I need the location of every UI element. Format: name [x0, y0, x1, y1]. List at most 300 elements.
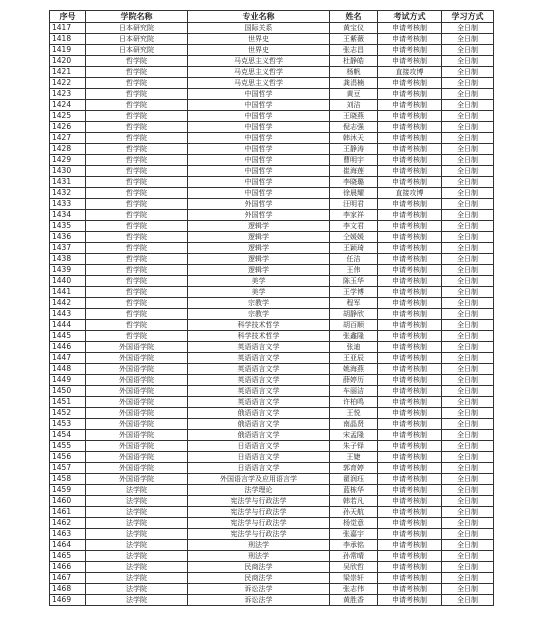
cell-exam-method: 申请考核制 — [378, 595, 442, 606]
table-row — [50, 551, 494, 562]
cell-study-mode: 全日制 — [442, 67, 494, 78]
cell-study-mode: 全日制 — [442, 298, 494, 309]
cell-exam-method: 申请考核制 — [378, 276, 442, 287]
cell-name: 蓝栋华 — [330, 485, 378, 496]
cell-serial: 1456 — [50, 452, 86, 463]
cell-exam-method: 申请考核制 — [378, 364, 442, 375]
cell-college: 哲学院 — [86, 199, 188, 210]
table-row — [50, 254, 494, 265]
cell-serial: 1454 — [50, 430, 86, 441]
cell-serial: 1455 — [50, 441, 86, 452]
cell-study-mode: 全日制 — [442, 188, 494, 199]
cell-exam-method: 申请考核制 — [378, 375, 442, 386]
cell-major: 日语语言文学 — [188, 463, 330, 474]
cell-exam-method: 申请考核制 — [378, 331, 442, 342]
cell-major: 法学理论 — [188, 485, 330, 496]
cell-study-mode: 全日制 — [442, 155, 494, 166]
cell-exam-method: 申请考核制 — [378, 232, 442, 243]
header-exam-method: 考试方式 — [378, 11, 442, 23]
cell-exam-method: 申请考核制 — [378, 342, 442, 353]
admission-list-table — [49, 10, 494, 606]
table-row — [50, 430, 494, 441]
cell-exam-method: 申请考核制 — [378, 199, 442, 210]
table-row — [50, 562, 494, 573]
cell-college: 哲学院 — [86, 243, 188, 254]
table-row — [50, 276, 494, 287]
cell-study-mode: 全日制 — [442, 474, 494, 485]
cell-name: 薛婷历 — [330, 375, 378, 386]
cell-study-mode: 全日制 — [442, 265, 494, 276]
cell-college: 外国语学院 — [86, 430, 188, 441]
table-row — [50, 122, 494, 133]
cell-college: 法学院 — [86, 529, 188, 540]
cell-exam-method: 申请考核制 — [378, 441, 442, 452]
table-row — [50, 441, 494, 452]
table-row — [50, 419, 494, 430]
cell-major: 诉讼法学 — [188, 595, 330, 606]
cell-name: 曹明宇 — [330, 155, 378, 166]
cell-study-mode: 全日制 — [442, 100, 494, 111]
cell-major: 宗教学 — [188, 298, 330, 309]
cell-college: 外国语学院 — [86, 353, 188, 364]
cell-study-mode: 全日制 — [442, 320, 494, 331]
table-row — [50, 540, 494, 551]
cell-study-mode: 全日制 — [442, 540, 494, 551]
cell-exam-method: 申请考核制 — [378, 496, 442, 507]
cell-name: 孙常晴 — [330, 551, 378, 562]
table-row — [50, 397, 494, 408]
cell-serial: 1418 — [50, 34, 86, 45]
cell-major: 中国哲学 — [188, 155, 330, 166]
cell-exam-method: 申请考核制 — [378, 551, 442, 562]
cell-exam-method: 申请考核制 — [378, 584, 442, 595]
cell-college: 外国语学院 — [86, 375, 188, 386]
cell-exam-method: 申请考核制 — [378, 23, 442, 34]
table-row — [50, 353, 494, 364]
cell-name: 张迪 — [330, 342, 378, 353]
cell-study-mode: 全日制 — [442, 342, 494, 353]
cell-major: 英语语言文学 — [188, 364, 330, 375]
cell-major: 宪法学与行政法学 — [188, 496, 330, 507]
cell-serial: 1451 — [50, 397, 86, 408]
cell-major: 刑法学 — [188, 551, 330, 562]
cell-serial: 1448 — [50, 364, 86, 375]
cell-major: 日语语言文学 — [188, 441, 330, 452]
table-row — [50, 133, 494, 144]
table-row — [50, 188, 494, 199]
cell-name: 宋孟隆 — [330, 430, 378, 441]
cell-college: 日本研究院 — [86, 45, 188, 56]
cell-major: 英语语言文学 — [188, 353, 330, 364]
cell-study-mode: 全日制 — [442, 485, 494, 496]
cell-college: 外国语学院 — [86, 386, 188, 397]
cell-name: 杜静皓 — [330, 56, 378, 67]
cell-college: 哲学院 — [86, 276, 188, 287]
cell-name: 南晶贤 — [330, 419, 378, 430]
cell-study-mode: 全日制 — [442, 551, 494, 562]
cell-major: 国际关系 — [188, 23, 330, 34]
cell-major: 宪法学与行政法学 — [188, 518, 330, 529]
cell-major: 逻辑学 — [188, 254, 330, 265]
cell-exam-method: 申请考核制 — [378, 309, 442, 320]
cell-serial: 1417 — [50, 23, 86, 34]
table-row — [50, 232, 494, 243]
table-row — [50, 298, 494, 309]
table-row — [50, 221, 494, 232]
cell-college: 哲学院 — [86, 100, 188, 111]
table-row — [50, 507, 494, 518]
cell-serial: 1427 — [50, 133, 86, 144]
cell-college: 法学院 — [86, 485, 188, 496]
cell-exam-method: 申请考核制 — [378, 111, 442, 122]
cell-name: 王紫薇 — [330, 34, 378, 45]
cell-serial: 1433 — [50, 199, 86, 210]
cell-serial: 1421 — [50, 67, 86, 78]
cell-serial: 1419 — [50, 45, 86, 56]
cell-major: 马克思主义哲学 — [188, 56, 330, 67]
cell-college: 法学院 — [86, 507, 188, 518]
cell-major: 英语语言文学 — [188, 342, 330, 353]
cell-serial: 1459 — [50, 485, 86, 496]
cell-serial: 1465 — [50, 551, 86, 562]
cell-exam-method: 申请考核制 — [378, 122, 442, 133]
cell-exam-method: 申请考核制 — [378, 463, 442, 474]
cell-exam-method: 申请考核制 — [378, 298, 442, 309]
cell-study-mode: 全日制 — [442, 397, 494, 408]
cell-major: 宗教学 — [188, 309, 330, 320]
cell-exam-method: 直接攻博 — [378, 188, 442, 199]
cell-name: 韩若凡 — [330, 496, 378, 507]
cell-name: 王伟 — [330, 265, 378, 276]
cell-serial: 1439 — [50, 265, 86, 276]
cell-college: 哲学院 — [86, 111, 188, 122]
table-row — [50, 155, 494, 166]
cell-major: 宪法学与行政法学 — [188, 507, 330, 518]
cell-serial: 1442 — [50, 298, 86, 309]
cell-college: 哲学院 — [86, 155, 188, 166]
cell-major: 中国哲学 — [188, 122, 330, 133]
table-row — [50, 452, 494, 463]
cell-serial: 1420 — [50, 56, 86, 67]
cell-exam-method: 申请考核制 — [378, 45, 442, 56]
cell-major: 逻辑学 — [188, 265, 330, 276]
cell-study-mode: 全日制 — [442, 34, 494, 45]
cell-college: 哲学院 — [86, 287, 188, 298]
cell-serial: 1441 — [50, 287, 86, 298]
cell-college: 哲学院 — [86, 298, 188, 309]
cell-exam-method: 申请考核制 — [378, 100, 442, 111]
table-row — [50, 111, 494, 122]
cell-college: 哲学院 — [86, 232, 188, 243]
cell-major: 刑法学 — [188, 540, 330, 551]
table-row — [50, 375, 494, 386]
cell-name: 孙天航 — [330, 507, 378, 518]
cell-study-mode: 全日制 — [442, 430, 494, 441]
cell-exam-method: 申请考核制 — [378, 133, 442, 144]
cell-college: 哲学院 — [86, 144, 188, 155]
table-row — [50, 177, 494, 188]
cell-college: 法学院 — [86, 518, 188, 529]
cell-major: 科学技术哲学 — [188, 331, 330, 342]
cell-name: 王婕 — [330, 452, 378, 463]
cell-name: 许柏鸣 — [330, 397, 378, 408]
cell-college: 外国语学院 — [86, 364, 188, 375]
cell-serial: 1430 — [50, 166, 86, 177]
cell-serial: 1469 — [50, 595, 86, 606]
cell-study-mode: 全日制 — [442, 463, 494, 474]
cell-college: 法学院 — [86, 496, 188, 507]
cell-college: 法学院 — [86, 595, 188, 606]
cell-name: 车丽洁 — [330, 386, 378, 397]
cell-name: 黄胜香 — [330, 595, 378, 606]
table-row — [50, 67, 494, 78]
header-study-mode: 学习方式 — [442, 11, 494, 23]
cell-name: 徐晨耀 — [330, 188, 378, 199]
cell-study-mode: 全日制 — [442, 111, 494, 122]
header-name: 姓名 — [330, 11, 378, 23]
cell-major: 美学 — [188, 287, 330, 298]
cell-serial: 1426 — [50, 122, 86, 133]
cell-serial: 1443 — [50, 309, 86, 320]
cell-name: 王晓燕 — [330, 111, 378, 122]
cell-college: 哲学院 — [86, 331, 188, 342]
cell-exam-method: 申请考核制 — [378, 430, 442, 441]
cell-name: 仝媛媛 — [330, 232, 378, 243]
table-row — [50, 309, 494, 320]
table-row — [50, 287, 494, 298]
cell-name: 郭育婷 — [330, 463, 378, 474]
cell-serial: 1445 — [50, 331, 86, 342]
cell-name: 张嘉宇 — [330, 529, 378, 540]
cell-exam-method: 申请考核制 — [378, 144, 442, 155]
cell-serial: 1449 — [50, 375, 86, 386]
table-body — [50, 23, 494, 606]
cell-serial: 1423 — [50, 89, 86, 100]
table-row — [50, 485, 494, 496]
cell-major: 俄语语言文学 — [188, 419, 330, 430]
cell-major: 英语语言文学 — [188, 375, 330, 386]
cell-major: 中国哲学 — [188, 177, 330, 188]
cell-study-mode: 全日制 — [442, 122, 494, 133]
cell-major: 中国哲学 — [188, 188, 330, 199]
cell-serial: 1467 — [50, 573, 86, 584]
cell-major: 中国哲学 — [188, 144, 330, 155]
cell-exam-method: 申请考核制 — [378, 243, 442, 254]
cell-exam-method: 申请考核制 — [378, 56, 442, 67]
cell-major: 诉讼法学 — [188, 584, 330, 595]
cell-serial: 1461 — [50, 507, 86, 518]
cell-college: 哲学院 — [86, 67, 188, 78]
cell-study-mode: 全日制 — [442, 452, 494, 463]
cell-college: 外国语学院 — [86, 463, 188, 474]
cell-major: 英语语言文学 — [188, 386, 330, 397]
cell-study-mode: 全日制 — [442, 419, 494, 430]
cell-name: 任洁 — [330, 254, 378, 265]
table-row — [50, 386, 494, 397]
cell-college: 法学院 — [86, 573, 188, 584]
cell-name: 黄豆 — [330, 89, 378, 100]
cell-major: 外国哲学 — [188, 210, 330, 221]
table-row — [50, 100, 494, 111]
cell-college: 哲学院 — [86, 254, 188, 265]
table-row — [50, 529, 494, 540]
cell-study-mode: 全日制 — [442, 584, 494, 595]
cell-exam-method: 申请考核制 — [378, 452, 442, 463]
cell-serial: 1450 — [50, 386, 86, 397]
cell-exam-method: 申请考核制 — [378, 89, 442, 100]
cell-exam-method: 申请考核制 — [378, 155, 442, 166]
table-row — [50, 144, 494, 155]
cell-study-mode: 全日制 — [442, 496, 494, 507]
cell-serial: 1431 — [50, 177, 86, 188]
cell-name: 汪明君 — [330, 199, 378, 210]
cell-name: 杨觉意 — [330, 518, 378, 529]
cell-name: 胡静欣 — [330, 309, 378, 320]
cell-college: 日本研究院 — [86, 23, 188, 34]
cell-serial: 1447 — [50, 353, 86, 364]
cell-name: 吴欣哲 — [330, 562, 378, 573]
header-major: 专业名称 — [188, 11, 330, 23]
cell-college: 哲学院 — [86, 309, 188, 320]
cell-name: 李承铭 — [330, 540, 378, 551]
cell-study-mode: 全日制 — [442, 375, 494, 386]
cell-study-mode: 全日制 — [442, 254, 494, 265]
cell-major: 世界史 — [188, 45, 330, 56]
cell-college: 外国语学院 — [86, 419, 188, 430]
table-row — [50, 78, 494, 89]
cell-major: 世界史 — [188, 34, 330, 45]
cell-major: 中国哲学 — [188, 89, 330, 100]
table-row — [50, 595, 494, 606]
cell-exam-method: 申请考核制 — [378, 573, 442, 584]
cell-name: 王静涛 — [330, 144, 378, 155]
cell-major: 外国哲学 — [188, 199, 330, 210]
cell-exam-method: 申请考核制 — [378, 408, 442, 419]
cell-name: 李晓璐 — [330, 177, 378, 188]
cell-major: 日语语言文学 — [188, 452, 330, 463]
cell-major: 科学技术哲学 — [188, 320, 330, 331]
cell-college: 外国语学院 — [86, 408, 188, 419]
cell-college: 外国语学院 — [86, 474, 188, 485]
table-row — [50, 23, 494, 34]
cell-study-mode: 全日制 — [442, 199, 494, 210]
table-row — [50, 496, 494, 507]
cell-study-mode: 全日制 — [442, 243, 494, 254]
cell-serial: 1457 — [50, 463, 86, 474]
cell-name: 黄宝仪 — [330, 23, 378, 34]
cell-name: 张志伟 — [330, 584, 378, 595]
cell-college: 法学院 — [86, 540, 188, 551]
cell-study-mode: 全日制 — [442, 331, 494, 342]
cell-name: 韩沐天 — [330, 133, 378, 144]
cell-study-mode: 全日制 — [442, 78, 494, 89]
cell-major: 俄语语言文学 — [188, 408, 330, 419]
cell-name: 王颖琦 — [330, 243, 378, 254]
cell-college: 法学院 — [86, 562, 188, 573]
cell-college: 哲学院 — [86, 78, 188, 89]
cell-name: 张志昌 — [330, 45, 378, 56]
cell-name: 王亚辰 — [330, 353, 378, 364]
cell-exam-method: 直接攻博 — [378, 67, 442, 78]
cell-college: 哲学院 — [86, 166, 188, 177]
cell-major: 马克思主义哲学 — [188, 78, 330, 89]
cell-study-mode: 全日制 — [442, 562, 494, 573]
cell-study-mode: 全日制 — [442, 408, 494, 419]
cell-college: 哲学院 — [86, 177, 188, 188]
cell-name: 杨帆 — [330, 67, 378, 78]
cell-exam-method: 申请考核制 — [378, 353, 442, 364]
cell-college: 哲学院 — [86, 133, 188, 144]
cell-serial: 1460 — [50, 496, 86, 507]
cell-college: 哲学院 — [86, 221, 188, 232]
cell-college: 外国语学院 — [86, 441, 188, 452]
table-row — [50, 89, 494, 100]
cell-name: 胡百顺 — [330, 320, 378, 331]
cell-name: 朱子铎 — [330, 441, 378, 452]
cell-major: 民商法学 — [188, 573, 330, 584]
cell-study-mode: 全日制 — [442, 507, 494, 518]
cell-study-mode: 全日制 — [442, 529, 494, 540]
cell-major: 逻辑学 — [188, 243, 330, 254]
cell-major: 中国哲学 — [188, 100, 330, 111]
cell-serial: 1422 — [50, 78, 86, 89]
table-row — [50, 199, 494, 210]
cell-study-mode: 全日制 — [442, 386, 494, 397]
table-row — [50, 243, 494, 254]
table-row — [50, 320, 494, 331]
cell-major: 逻辑学 — [188, 221, 330, 232]
cell-college: 外国语学院 — [86, 397, 188, 408]
cell-major: 中国哲学 — [188, 111, 330, 122]
cell-exam-method: 申请考核制 — [378, 518, 442, 529]
table-row — [50, 584, 494, 595]
cell-major: 美学 — [188, 276, 330, 287]
cell-serial: 1446 — [50, 342, 86, 353]
cell-study-mode: 全日制 — [442, 287, 494, 298]
cell-major: 马克思主义哲学 — [188, 67, 330, 78]
cell-exam-method: 申请考核制 — [378, 210, 442, 221]
cell-study-mode: 全日制 — [442, 518, 494, 529]
cell-college: 法学院 — [86, 584, 188, 595]
cell-major: 逻辑学 — [188, 232, 330, 243]
cell-exam-method: 申请考核制 — [378, 529, 442, 540]
cell-exam-method: 申请考核制 — [378, 177, 442, 188]
cell-name: 程军 — [330, 298, 378, 309]
table-row — [50, 331, 494, 342]
cell-study-mode: 全日制 — [442, 441, 494, 452]
cell-college: 外国语学院 — [86, 342, 188, 353]
cell-major: 中国哲学 — [188, 166, 330, 177]
cell-study-mode: 全日制 — [442, 177, 494, 188]
cell-serial: 1458 — [50, 474, 86, 485]
cell-name: 龚涓楠 — [330, 78, 378, 89]
cell-study-mode: 全日制 — [442, 133, 494, 144]
cell-major: 中国哲学 — [188, 133, 330, 144]
cell-serial: 1437 — [50, 243, 86, 254]
cell-study-mode: 全日制 — [442, 232, 494, 243]
cell-study-mode: 全日制 — [442, 166, 494, 177]
cell-study-mode: 全日制 — [442, 56, 494, 67]
table-row — [50, 474, 494, 485]
cell-study-mode: 全日制 — [442, 45, 494, 56]
cell-serial: 1462 — [50, 518, 86, 529]
cell-study-mode: 全日制 — [442, 573, 494, 584]
table-row — [50, 408, 494, 419]
table-row — [50, 265, 494, 276]
cell-name: 刘洁 — [330, 100, 378, 111]
cell-exam-method: 申请考核制 — [378, 320, 442, 331]
header-college: 学院名称 — [86, 11, 188, 23]
